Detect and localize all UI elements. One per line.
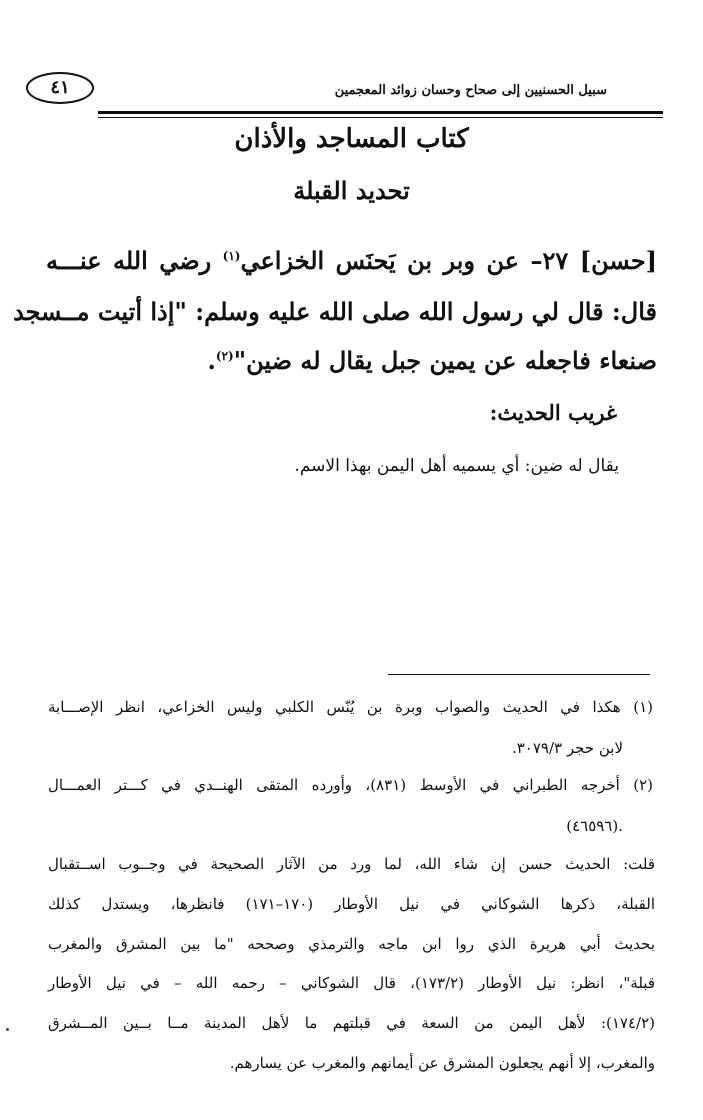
book-title: كتاب المساجد والأذان — [234, 124, 469, 154]
note-line-3: بحديث أبي هريرة الذي روا ابن ماجه والترمذي وصححه "ما بين المشرق والمغرب — [48, 935, 655, 953]
hadith-narrator: ٢٧– عن وبر بن يَحنَس الخزاعي — [240, 246, 580, 275]
note-line-2: القبلة، ذكرها الشوكاني في نيل الأوطار (١٧٠–١٧١) فانظرها، ويستدل كذلك — [48, 895, 655, 913]
note-line-5: (١٧٤/٢): لأهل اليمن من السعة في قبلتهم ما لأهل المدينة مــا بــين المــشرق — [48, 1014, 655, 1032]
footnote-separator — [388, 674, 650, 675]
hadith-line-3 — [207, 346, 657, 375]
header-rule-thick — [98, 111, 663, 114]
footnote-2-line-1: (٢) أخرجه الطبراني في الأوسط (٨٣١)، وأورده المتقى الهنــدي في كـــتر العمـــال — [48, 776, 653, 794]
running-title: سبيل الحسنيين إلى صحاح وحسان زوائد المعجمين — [334, 83, 607, 98]
note-line-6: والمغرب، إلا أنهم يجعلون المشرق عن أيمانهم والمغرب عن يسارهم. — [229, 1054, 655, 1072]
footnote-ref-1: (١) — [222, 249, 241, 263]
note-line-4: قبلة"، انظر: نيل الأوطار (١٧٣/٢)، قال الشوكاني – رحمه الله – في نيل الأوطار — [48, 974, 655, 992]
hadith-line-3-text: صنعاء فاجعله عن يمين جبل يقال له ضين" — [233, 346, 657, 375]
note-line-1: قلت: الحديث حسن إن شاء الله، لما ورد من الآثار الصحيحة في وجــوب اســتقبال — [48, 855, 655, 873]
footnote-2-line-2: (٤٦٥٩٦). — [566, 817, 623, 835]
hadith-line-3-end: . — [207, 346, 216, 375]
gharib-heading: غريب الحديث: — [489, 400, 617, 425]
footnote-1-line-1: (١) هكذا في الحديث والصواب وبرة بن يُنّس الكلبي وليس الخزاعي، انظر الإصـــابة — [48, 698, 653, 716]
hadith-line-2: قال: قال لي رسول الله صلى الله عليه وسلم: "إذا أتيت مــسجد — [13, 297, 657, 326]
page-number: ٤١ — [26, 72, 94, 104]
footnote-1-line-2: لابن حجر ٣٠٧٩/٣. — [511, 739, 623, 757]
scan-speck — [6, 1028, 9, 1031]
hadith-grade: [حسن] — [579, 246, 658, 275]
section-title: تحديد القبلة — [293, 176, 410, 205]
footnote-ref-2: (٢) — [215, 349, 234, 363]
hadith-line-1-end: رضي الله عنـــه — [46, 246, 223, 275]
hadith-line-1 — [46, 246, 657, 275]
gharib-text: يقال له ضين: أي يسميه أهل اليمن بهذا الاسم. — [294, 456, 619, 476]
header-rule-thin — [98, 117, 663, 118]
